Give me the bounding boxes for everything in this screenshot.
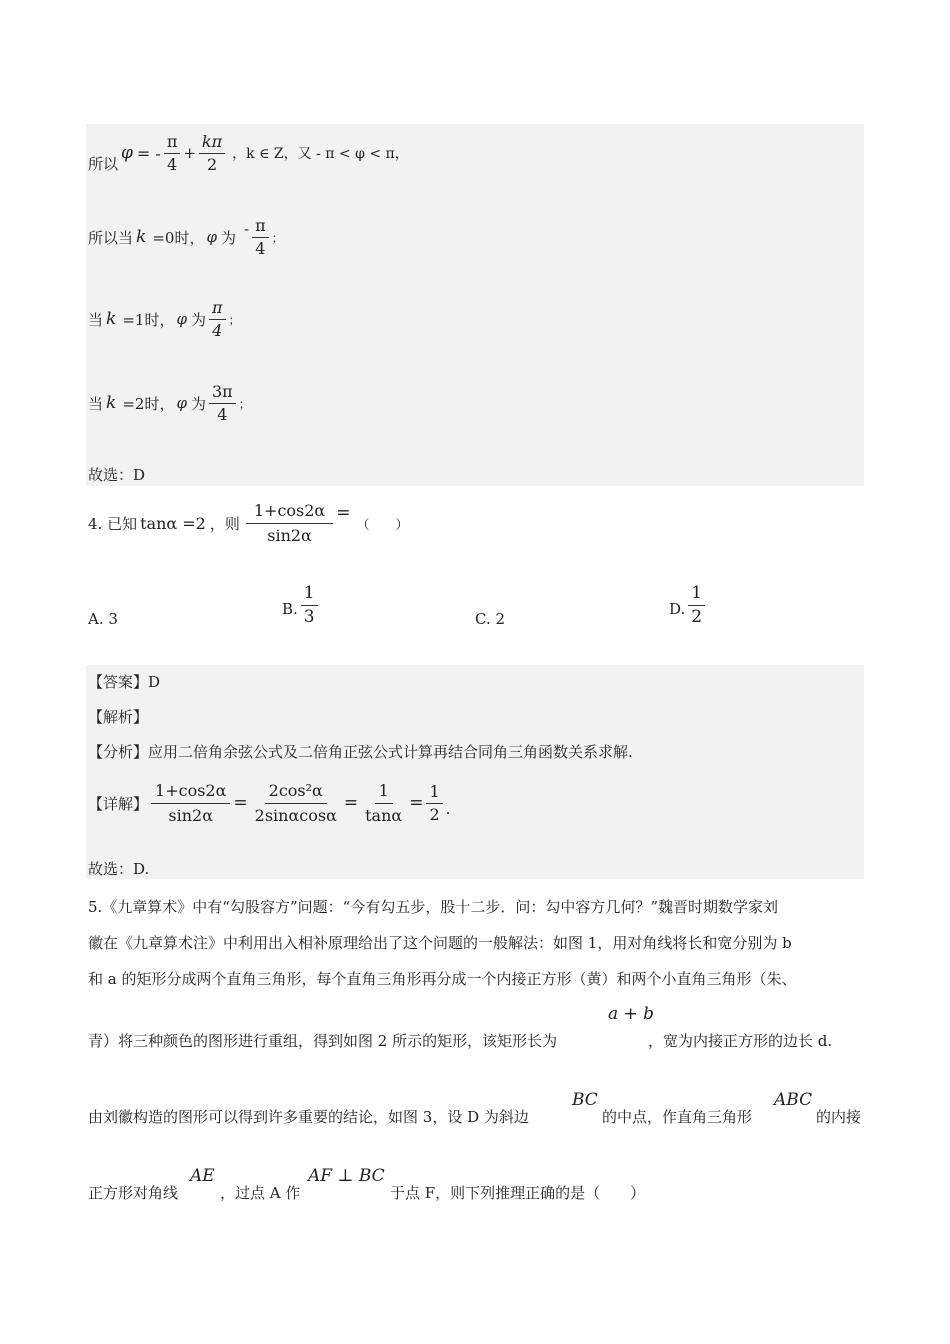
detail-frac-1: $\frac{1+\cos 2\alpha}{\sin 2\alpha}$ bbox=[151, 782, 230, 824]
detail-label: 【详解】 bbox=[88, 794, 149, 813]
k-var: k bbox=[106, 393, 117, 413]
q5-line-6-part-a: 正方形对角线 bbox=[88, 1184, 179, 1202]
k-in-z-text: ，k ∈ Z，又 - π < φ < π， bbox=[232, 146, 409, 162]
detail-frac-2: $\frac{\text{2cos²α}}{2\sin\alpha\cos\alpha}$ bbox=[254, 780, 337, 825]
k2-text: =2时， bbox=[122, 394, 175, 413]
phi-symbol: φ bbox=[206, 228, 217, 246]
q5-line-6-part-b: ，过点 A 作 bbox=[220, 1184, 301, 1202]
fraction-pi-over-4: $\frac{\pi}{4}$ bbox=[252, 217, 269, 257]
phi-symbol: φ bbox=[176, 394, 187, 412]
option-d-fraction: $\frac{1}{2}$ bbox=[688, 584, 705, 626]
af-perp-bc: AF ⊥ BC bbox=[308, 1166, 385, 1186]
q5-line-5-part-a: 由刘徽构造的图形可以得到许多重要的结论，如图 3，设 D 为斜边 bbox=[88, 1108, 529, 1126]
text-dang: 当 bbox=[88, 394, 104, 413]
eq-1: = bbox=[233, 793, 248, 813]
tan-expression: tanα =2 bbox=[140, 513, 206, 533]
plus-sign: + bbox=[183, 144, 196, 162]
text-dang: 当 bbox=[88, 310, 104, 329]
q4-then-text: ，则 bbox=[209, 514, 240, 533]
option-a[interactable] bbox=[88, 610, 118, 628]
phi-line bbox=[88, 128, 409, 178]
solution-block-q3 bbox=[86, 124, 864, 486]
k2-line bbox=[88, 378, 251, 428]
k0-line bbox=[88, 212, 284, 262]
eq-minus: = - bbox=[136, 143, 161, 163]
text-suoyi-dang: 所以当 bbox=[88, 228, 134, 247]
option-a-label: A. 3 bbox=[88, 610, 118, 628]
q5-line-5-part-c: 的内接 bbox=[816, 1108, 862, 1126]
option-c[interactable] bbox=[475, 610, 505, 628]
neg-sign: - bbox=[243, 220, 250, 238]
q5-line-4-part-b: ，宽为内接正方形的边长 d. bbox=[648, 1032, 833, 1050]
k-var: k bbox=[106, 309, 117, 329]
q5-line-4-part-a: 青）将三种颜色的图形进行重组，得到如图 2 所示的矩形，该矩形长为 bbox=[88, 1032, 558, 1050]
q4-number-text: 4. 已知 bbox=[88, 514, 138, 533]
q4-fraction: $\frac{1+\cos 2\alpha}{\sin 2\alpha}$ bbox=[246, 502, 333, 544]
wei-text: 为 bbox=[190, 394, 206, 413]
period: . bbox=[445, 800, 451, 818]
option-b-fraction: $\frac{1}{3}$ bbox=[301, 584, 318, 626]
option-d[interactable] bbox=[669, 584, 708, 626]
a-plus-b: a + b bbox=[608, 1004, 655, 1024]
detail-frac-3: $\frac{1}{\tan\alpha}$ bbox=[365, 780, 403, 825]
ae-label: AE bbox=[190, 1166, 215, 1186]
fenxi-text: 【分析】应用二倍角余弦公式及二倍角正弦公式计算再结合同角三角函数关系求解. bbox=[88, 743, 633, 761]
option-b-label: B. bbox=[282, 600, 298, 619]
k-var: k bbox=[136, 227, 147, 247]
option-d-label: D. bbox=[669, 600, 686, 619]
bc-label: BC bbox=[572, 1090, 598, 1110]
q5-line-6-part-c: 于点 F，则下列推理正确的是（ ） bbox=[390, 1184, 646, 1202]
wei-text: 为 bbox=[220, 228, 236, 247]
text-suoyi: 所以 bbox=[88, 154, 119, 173]
fraction-3pi-over-4: $\frac{3\pi}{4}$ bbox=[209, 383, 236, 423]
fraction-kpi-over-2: $\frac{k\pi}{2}$ bbox=[199, 133, 225, 173]
k1-line bbox=[88, 294, 241, 344]
q5-line-2: 徽在《九章算术注》中利用出入相补原理给出了这个问题的一般解法：如图 1，用对角线将长和宽分别为 b bbox=[88, 934, 792, 952]
option-b[interactable] bbox=[282, 584, 321, 626]
solution-block-q4 bbox=[86, 665, 864, 879]
answer-blank: （ ） bbox=[356, 517, 409, 533]
semicolon: ； bbox=[238, 396, 251, 411]
phi-symbol: φ bbox=[176, 310, 187, 328]
semicolon: ； bbox=[271, 230, 284, 245]
phi-symbol: φ bbox=[121, 143, 133, 163]
fraction-pi-over-4: $\frac{\pi}{4}$ bbox=[209, 299, 226, 339]
q5-line-1: 5.《九章算术》中有“勾股容方”问题：“今有勾五步，股十二步．问：勾中容方几何？”魏晋时期数学家刘 bbox=[88, 898, 778, 916]
k1-text: =1时， bbox=[122, 310, 175, 329]
option-c-label: C. 2 bbox=[475, 610, 506, 628]
eq-3: = bbox=[409, 793, 424, 813]
answer-tag: 【答案】D bbox=[88, 673, 161, 691]
eq-2: = bbox=[343, 793, 359, 813]
analysis-tag: 【解析】 bbox=[88, 708, 149, 726]
equals-sign: = bbox=[336, 503, 351, 523]
k0-text: =0时， bbox=[152, 228, 205, 247]
detail-frac-4: $\frac{1}{2}$ bbox=[426, 783, 442, 823]
detail-line bbox=[88, 773, 450, 833]
semicolon: ； bbox=[228, 312, 241, 327]
q5-line-3: 和 a 的矩形分成两个直角三角形，每个直角三角形再分成一个内接正方形（黄）和两个小直角三角形（朱、 bbox=[88, 970, 797, 988]
fraction-pi-over-4: $\frac{\pi}{4}$ bbox=[164, 133, 181, 173]
question-4-stem bbox=[88, 496, 409, 550]
answer-line: 故选：D bbox=[88, 466, 146, 484]
abc-label: ABC bbox=[774, 1090, 813, 1110]
q5-line-5-part-b: 的中点，作直角三角形 bbox=[602, 1108, 753, 1126]
choose-line: 故选：D. bbox=[88, 860, 150, 878]
wei-text: 为 bbox=[190, 310, 206, 329]
